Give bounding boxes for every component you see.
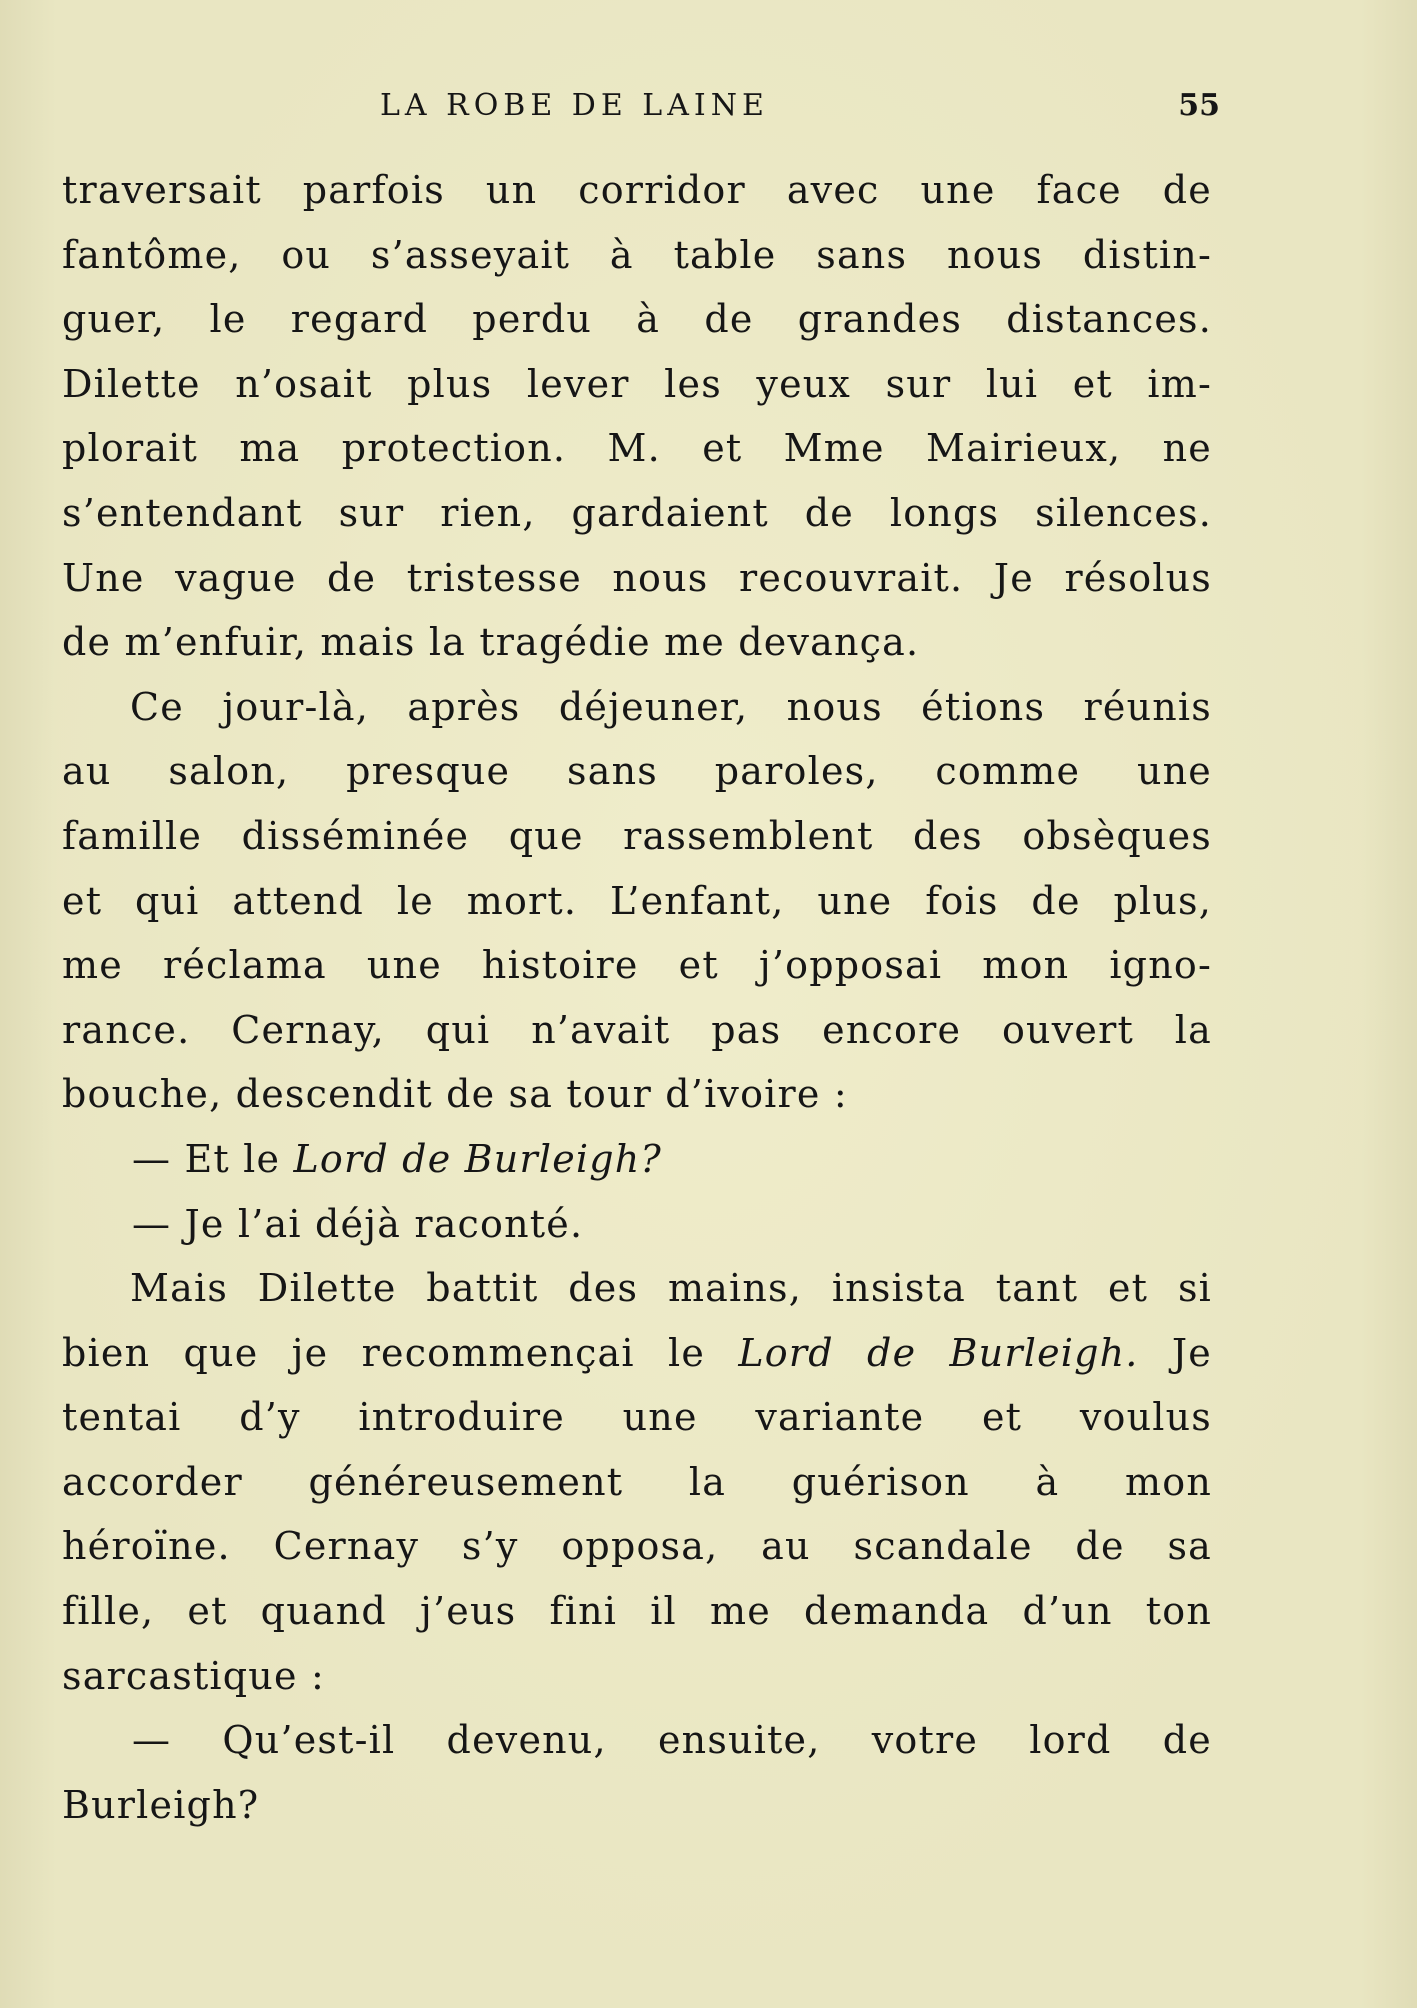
text-line: s’entendant sur rien, gardaient de longs silences.	[62, 490, 1212, 535]
italic-title: Lord de Burleigh.	[738, 1330, 1139, 1375]
text-line: de m’enfuir, mais la tragédie me devança.	[62, 620, 920, 665]
text-line: bouche, descendit de sa tour d’ivoire :	[62, 1072, 848, 1117]
text-line: Une vague de tristesse nous recouvrait. Je résolus	[62, 555, 1212, 600]
text-line: tentai d’y introduire une variante et voulus	[62, 1395, 1212, 1440]
text-line: et qui attend le mort. L’enfant, une fois de plus,	[62, 878, 1212, 923]
text-line: traversait parfois un corridor avec une face de	[62, 168, 1212, 212]
running-title: LA ROBE DE LAINE	[380, 88, 769, 123]
page-number: 55	[1178, 88, 1220, 123]
text-line: Mais Dilette battit des mains, insista tant et si	[130, 1266, 1212, 1311]
dialogue-line: — Qu’est-il devenu, ensuite, votre lord de	[132, 1718, 1212, 1763]
text-line	[62, 1321, 1212, 1386]
body-text	[62, 158, 1212, 1837]
text-line: héroïne. Cernay s’y opposa, au scandale de sa	[62, 1524, 1212, 1569]
text-line: fille, et quand j’eus fini il me demanda d’un ton	[62, 1589, 1212, 1634]
dialogue-dash-text: — Et le	[132, 1136, 281, 1181]
text-line: accorder généreusement la guérison à mon	[62, 1459, 1212, 1504]
text-fragment: Je	[1171, 1330, 1212, 1375]
text-line: Burleigh?	[62, 1782, 260, 1827]
text-line: fantôme, ou s’asseyait à table sans nous distin-	[62, 232, 1212, 277]
running-head	[60, 88, 1220, 128]
text-line: sarcastique :	[62, 1653, 325, 1698]
text-line: plorait ma protection. M. et Mme Mairieux, ne	[62, 426, 1212, 471]
text-line: famille disséminée que rassemblent des obsèques	[62, 813, 1212, 858]
text-line: rance. Cernay, qui n’avait pas encore ouvert la	[62, 1007, 1212, 1052]
italic-title: Lord de Burleigh?	[293, 1136, 663, 1181]
text-line: guer, le regard perdu à de grandes distances.	[62, 297, 1212, 342]
text-line: me réclama une histoire et j’opposai mon igno-	[62, 943, 1212, 988]
dialogue-line	[62, 1127, 1212, 1192]
text-line: Ce jour-là, après déjeuner, nous étions réunis	[130, 684, 1212, 729]
text-fragment: bien que je recommençai le	[62, 1330, 706, 1375]
text-line: au salon, presque sans paroles, comme une	[62, 749, 1212, 794]
text-line: Dilette n’osait plus lever les yeux sur lui et im-	[62, 361, 1212, 406]
dialogue-line: — Je l’ai déjà raconté.	[132, 1201, 584, 1246]
